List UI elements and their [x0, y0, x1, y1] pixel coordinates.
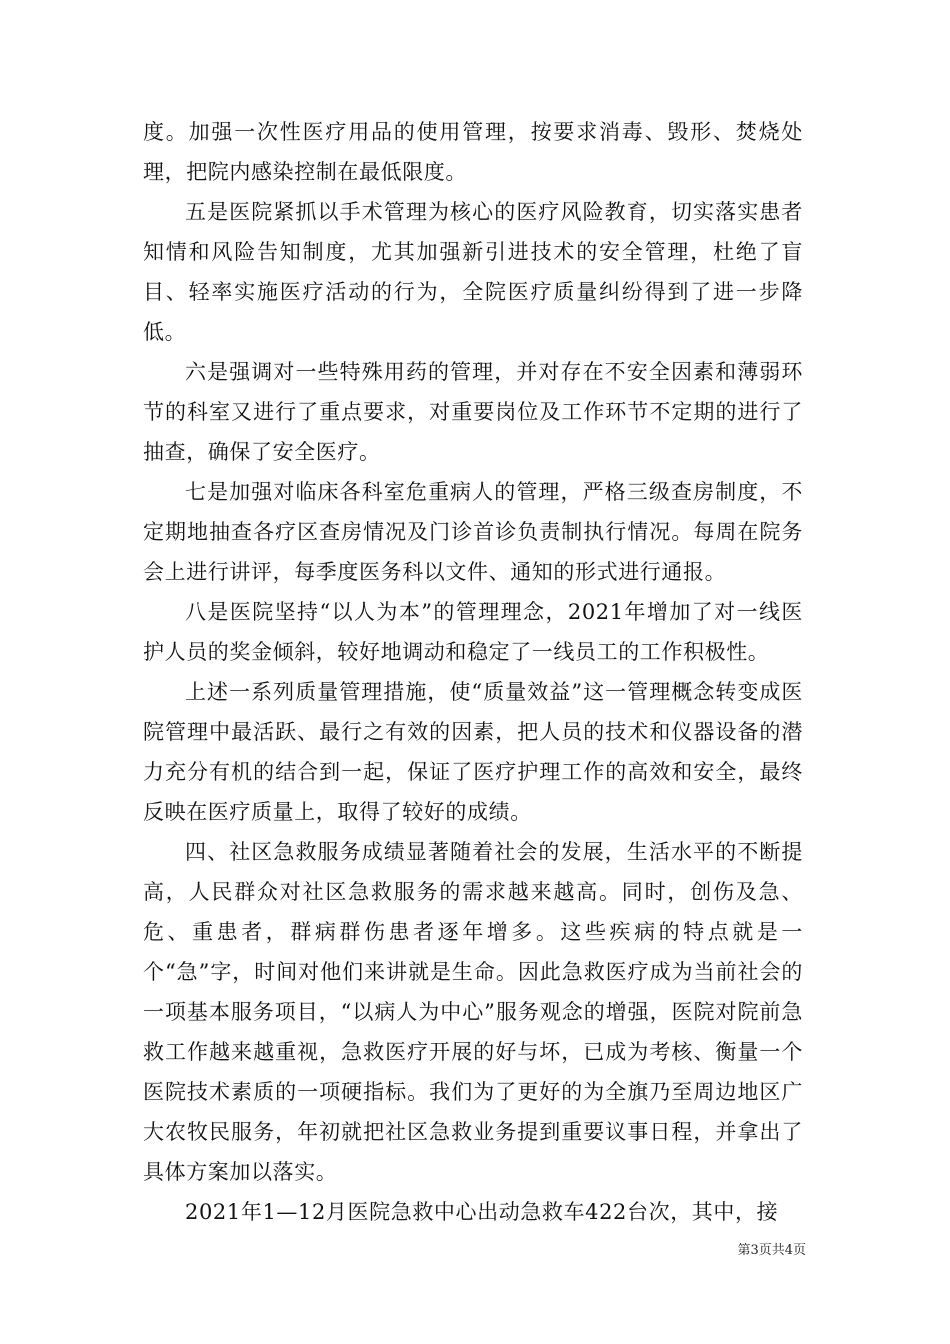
- paragraph-7: 四、社区急救服务成绩显著随着社会的发展，生活水平的不断提高，人民群众对社区急救服务的需求越来越高。同时，创伤及急、危、重患者，群病群伤患者逐年增多。这些疾病的特点就是一个“急”字，时间对他们来讲就是生命。因此急救医疗成为当前社会的一项基本服务项目，“以病人为中心”服务观念的增强，医院对院前急救工作越来越重视，急救医疗开展的好与坏，已成为考核、衡量一个医院技术素质的一项硬指标。我们为了更好的为全旗乃至周边地区广大农牧民服务，年初就把社区急救业务提到重要议事日程，并拿出了具体方案加以落实。: [143, 840, 803, 1184]
- paragraph-8: 2021年1—12月医院急救中心出动急救车422台次，其中，接: [185, 1200, 779, 1224]
- paragraph-6: 上述一系列质量管理措施，使“质量效益”这一管理概念转变成医院管理中最活跃、最行之有效的因素，把人员的技术和仪器设备的潜力充分有机的结合到一起，保证了医疗护理工作的高效和安全，最终反映在医疗质量上，取得了较好的成绩。: [143, 680, 803, 824]
- page-number-footer: 第3页共4页: [737, 1243, 806, 1258]
- paragraph-1: 度。加强一次性医疗用品的使用管理，按要求消毒、毁形、焚烧处理，把院内感染控制在最低限度。: [143, 120, 803, 184]
- document-body: [143, 112, 803, 1232]
- paragraph-5: 八是医院坚持“以人为本”的管理理念，2021年增加了对一线医护人员的奖金倾斜，较好地调动和稳定了一线员工的工作积极性。: [143, 600, 803, 664]
- paragraph-4: 七是加强对临床各科室危重病人的管理，严格三级查房制度，不定期地抽查各疗区查房情况及门诊首诊负责制执行情况。每周在院务会上进行讲评，每季度医务科以文件、通知的形式进行通报。: [143, 480, 803, 584]
- paragraph-3: 六是强调对一些特殊用药的管理，并对存在不安全因素和薄弱环节的科室又进行了重点要求，对重要岗位及工作环节不定期的进行了抽查，确保了安全医疗。: [143, 360, 803, 464]
- paragraph-2: 五是医院紧抓以手术管理为核心的医疗风险教育，切实落实患者知情和风险告知制度，尤其加强新引进技术的安全管理，杜绝了盲目、轻率实施医疗活动的行为，全院医疗质量纠纷得到了进一步降低。: [143, 200, 803, 344]
